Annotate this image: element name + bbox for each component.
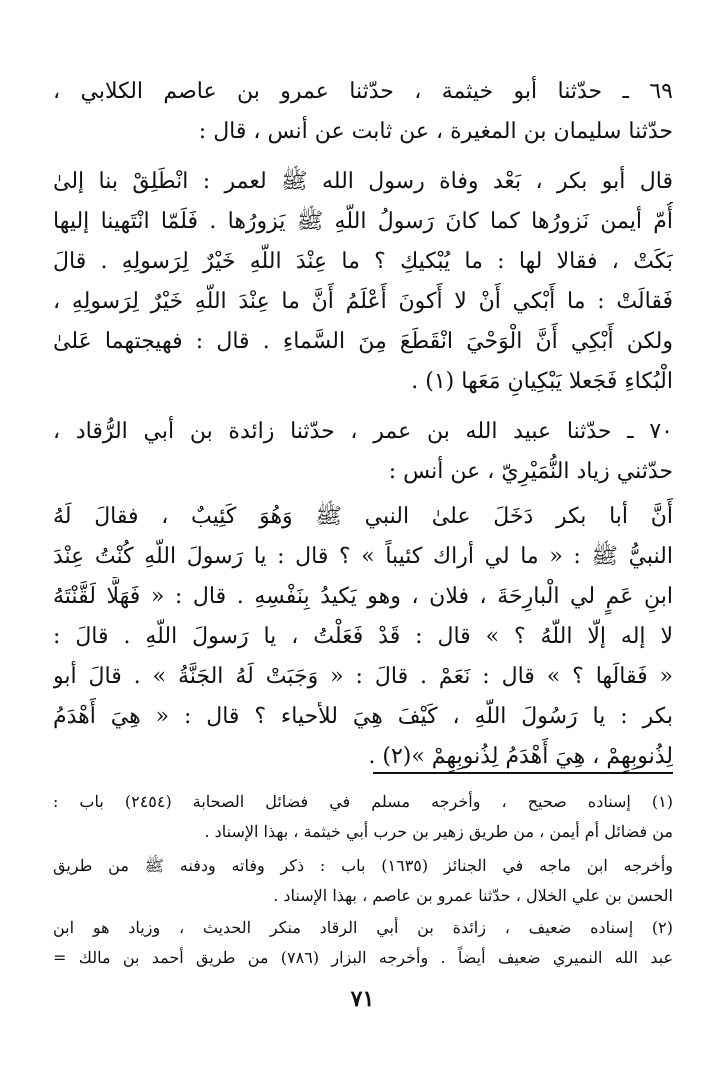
- footnote-line-4: الحسن بن علي الخلال ، حدّثنا عمرو بن عاصم ، بهذا الإسناد .: [273, 886, 673, 905]
- footnote-line-3: وأخرجه ابن ماجه في الجنائز (١٦٣٥) باب : ذكر وفاته ودفنه ﷺ من طريق: [53, 856, 673, 875]
- hadith-69-line-4: أُمّ أيمن نَزورُها كما كانَ رَسولُ اللّهِ ﷺ يَزورُها . فَلَمّا انْتَهينا إليها: [53, 209, 673, 234]
- footnote-line-2: من فضائل أم أيمن ، من طريق زهير بن حرب أبي خيثمة ، بهذا الإسناد .: [204, 822, 673, 841]
- page-number: ٧١: [350, 986, 375, 1012]
- hadith-69-line-5: بَكَتْ ، فقالا لها : ما يُبْكيكِ ؟ ما عِنْدَ اللّهِ خَيْرٌ لِرَسولِهِ . قالَ: [53, 249, 673, 274]
- hadith-69-line-8: الْبُكاءِ فَجَعلا يَبْكِيانِ مَعَها (١) .: [411, 369, 673, 394]
- hadith-69-line-3: قال أبو بكر ، بَعْد وفاة رسول الله ﷺ لعمر : انْطَلِقْ بنا إلىٰ: [53, 169, 673, 194]
- hadith-70-line-3: أَنَّ أبا بكر دَخَلَ علىٰ النبي ﷺ وَهُوَ كَئِيبٌ ، فقالَ لَهُ: [53, 504, 673, 529]
- hadith-70-line-4: النبيُّ ﷺ : « ما لي أراك كئيباً » ؟ قال : يا رَسولَ اللّهِ كُنْتُ عِنْدَ: [53, 544, 673, 569]
- hadith-69-line-7: ولكن أَبْكِي أَنَّ الْوَحْيَ انْقَطَعَ مِنَ السَّماءِ . قال : فهيجتهما عَلىٰ: [53, 329, 673, 354]
- hadith-70-line-5: ابنِ عَمٍ لي الْبارِحَةَ ، فلان ، وهو يَكيدُ بِنَفْسِهِ . قال : « فَهَلَّا لَقَّنْتَهُ: [53, 584, 673, 609]
- hadith-70-line-6: لا إله إلّا اللّهُ ؟ » قال : قَدْ فَعَلْتُ ، يا رَسولَ اللّهِ . قالَ :: [53, 624, 673, 649]
- hadith-70-line-7: « فَقالَها ؟ » قال : نَعَمْ . قالَ : « وَجَبَتْ لَهُ الجَنَّةُ » . قالَ أبو: [53, 664, 673, 689]
- hadith-70-line-8: بكر : يا رَسُولَ اللّهِ ، كَيْفَ هِيَ للأحياء ؟ قال : « هِيَ أَهْدَمُ: [53, 704, 673, 729]
- footnote-line-5: (٢) إسناده ضعيف ، زائدة بن أبي الرقاد منكر الحديث ، وزياد هو ابن: [53, 918, 673, 937]
- hadith-70-line-2: حدّثني زياد النُّمَيْرِيّ ، عن أنس :: [388, 459, 673, 484]
- footnote-line-6: عبد الله النميري ضعيف أيضاً . وأخرجه البزار (٧٨٦) من طريق أحمد بن مالك =: [53, 948, 673, 967]
- hadith-70-line-1: ٧٠ ـ حدّثنا عبيد الله بن عمر ، حدّثنا زائدة بن أبي الرُّقاد ،: [53, 419, 673, 444]
- footnote-separator: [373, 772, 673, 774]
- hadith-69-line-1: ٦٩ ـ حدّثنا أبو خيثمة ، حدّثنا عمرو بن عاصم الكلابي ،: [53, 79, 673, 104]
- hadith-69-line-2: حدّثنا سليمان بن المغيرة ، عن ثابت عن أنس ، قال :: [198, 119, 673, 144]
- hadith-70-line-9: لِذُنوبِهِمْ ، هِيَ أَهْدَمُ لِذُنوبِهِمْ »(٢) .: [368, 744, 673, 769]
- hadith-69-line-6: فَقالَتْ : ما أَبْكي أَنْ لا أَكونَ أَعْلَمُ أَنَّ ما عِنْدَ اللّهِ خَيْرٌ لِرَسولِهِ ،: [53, 289, 673, 314]
- footnote-line-1: (١) إسناده صحيح ، وأخرجه مسلم في فضائل الصحابة (٢٤٥٤) باب :: [53, 792, 673, 811]
